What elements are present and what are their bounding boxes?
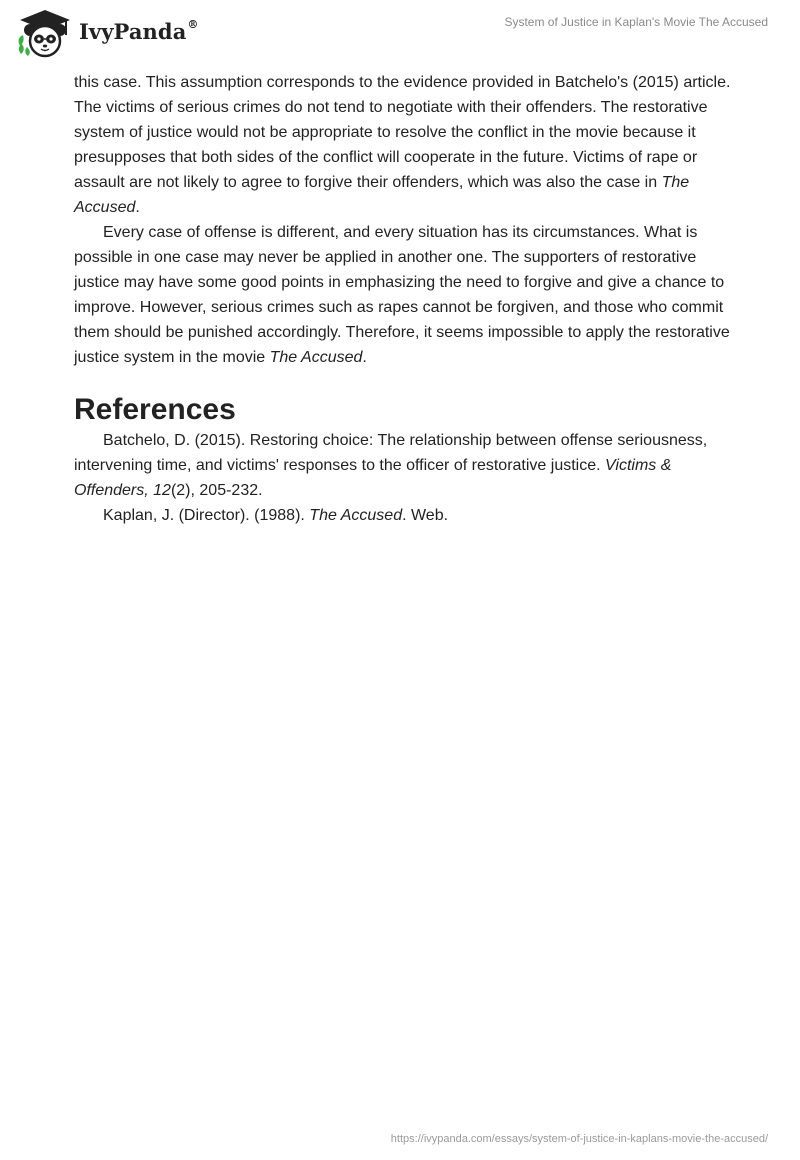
body-paragraph: this case. This assumption corresponds to the evidence provided in Batchelo's (2015) article. The victims of serious crimes do not tend to negotiate with their offenders. The restorative system of justice would not be appropriate to resolve the conflict in the movie because it presupposes that both sides of the conflict will cooperate in the future. Victims of rape or assault are not likely to agree to forgive their offenders, which was also the case in The Accused. — [74, 74, 731, 216]
footer-url[interactable]: https://ivypanda.com/essays/system-of-justice-in-kaplans-movie-the-accused/ — [390, 1133, 768, 1145]
movie-title: The Accused — [269, 349, 363, 366]
reference-entry: Kaplan, J. (Director). (1988). The Accused. Web. — [103, 507, 449, 524]
brand-logo-text: IvyPanda® — [79, 18, 199, 44]
body-paragraph: Every case of offense is different, and every situation has its circumstances. What is possible in one case may never be applied in another one. The supporters of restorative justice may have some good points in emphasizing the need to forgive and give a chance to improve. However, serious crimes such as rapes cannot be forgiven, and those who commit them should be punished accordingly. Therefore, it seems impossible to apply the restorative justice system in the movie The Accused. — [74, 224, 730, 366]
running-title: System of Justice in Kaplan's Movie The Accused — [504, 15, 768, 29]
panda-graduate-icon — [14, 8, 76, 60]
page-header — [0, 0, 800, 70]
essay-content — [74, 70, 734, 528]
reference-entry: Batchelo, D. (2015). Restoring choice: The relationship between offense seriousness, intervening time, and victims' responses to the officer of restorative justice. Victims & Offenders, 12(2), 205-232. — [74, 432, 708, 499]
references-heading: References — [74, 393, 236, 426]
movie-title: The Accused — [74, 174, 690, 216]
